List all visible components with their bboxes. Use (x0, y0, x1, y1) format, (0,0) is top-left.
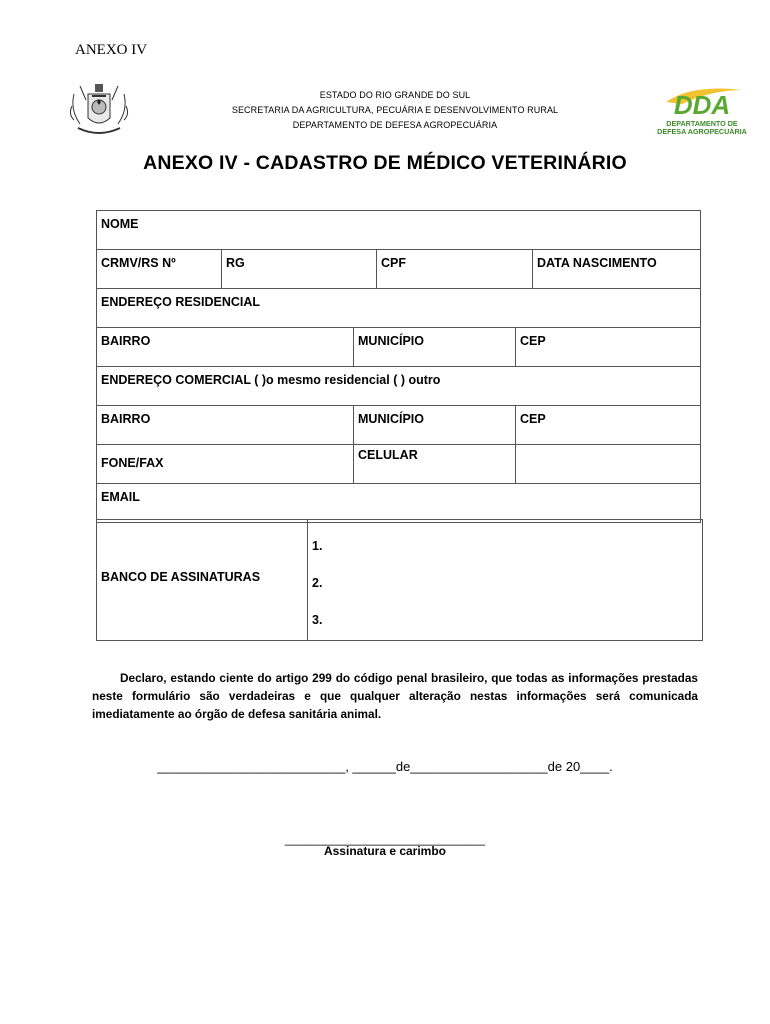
signature-slot-2[interactable]: 2. (312, 576, 323, 590)
rg-field[interactable] (221, 250, 377, 288)
dda-logo (652, 84, 752, 138)
nome-row[interactable] (96, 210, 701, 249)
endereco-residencial-row[interactable] (96, 288, 701, 327)
bairro-residencial-field[interactable] (97, 328, 353, 366)
endereco-comercial-row[interactable] (96, 366, 701, 405)
bairro-label: BAIRRO (101, 334, 151, 348)
municipio-label: MUNICÍPIO (358, 412, 424, 426)
state-coat-of-arms-icon (66, 80, 132, 140)
banco-assinaturas-block (96, 519, 703, 641)
annex-tag: ANEXO IV (75, 42, 148, 58)
crmv-field[interactable] (97, 250, 221, 288)
bairro-comercial-field[interactable] (97, 406, 353, 444)
cep-residencial-field[interactable] (515, 328, 700, 366)
assinaturas-area[interactable] (307, 520, 702, 640)
banco-assinaturas-label: BANCO DE ASSINATURAS (101, 570, 261, 584)
signature-slot-3[interactable]: 3. (312, 613, 323, 627)
signature-slot-1[interactable]: 1. (312, 539, 323, 553)
endereco-comercial-label: ENDEREÇO COMERCIAL ( )o mesmo residencial ( ) outro (101, 373, 441, 387)
dda-logo-subtitle-1: DEPARTAMENTO DE (666, 119, 738, 128)
dda-logo-subtitle-2: DEFESA AGROPECUÁRIA (657, 127, 747, 136)
cep-label: CEP (520, 334, 546, 348)
cep-comercial-field[interactable] (515, 406, 700, 444)
contato-extra-field[interactable] (515, 445, 700, 483)
ids-row (96, 249, 701, 288)
municipio-comercial-field[interactable] (353, 406, 516, 444)
signature-line[interactable]: ______________________________ (284, 832, 486, 846)
cpf-label: CPF (381, 256, 406, 270)
declaration-text: Declaro, estando ciente do artigo 299 do código penal brasileiro, que todas as informações prestadas neste formulário são verdadeiras e que qualquer alteração nestas informações será comunicada imediatamente ao órgão de defesa sanitária animal. (92, 671, 698, 721)
header-departamento: DEPARTAMENTO DE DEFESA AGROPECUÁRIA (292, 120, 498, 130)
header-state: ESTADO DO RIO GRANDE DO SUL (319, 90, 471, 100)
fone-fax-label: FONE/FAX (101, 456, 164, 470)
municipio-label: MUNICÍPIO (358, 334, 424, 348)
page-title: ANEXO IV - CADASTRO DE MÉDICO VETERINÁRIO (143, 152, 627, 174)
celular-field[interactable] (353, 445, 516, 483)
data-nascimento-label: DATA NASCIMENTO (537, 256, 657, 270)
registration-form (96, 210, 701, 523)
email-row[interactable] (96, 483, 701, 523)
endereco-residencial-label: ENDEREÇO RESIDENCIAL (101, 295, 261, 309)
comercial-bairro-row (96, 405, 701, 444)
email-label: EMAIL (101, 490, 140, 504)
crmv-label: CRMV/RS Nº (101, 256, 176, 270)
date-line[interactable]: __________________________, ______de___________________de 20____. (157, 759, 613, 774)
nome-label: NOME (101, 217, 139, 231)
contato-row (96, 444, 701, 483)
header (160, 88, 630, 133)
cep-label: CEP (520, 412, 546, 426)
header-secretaria: SECRETARIA DA AGRICULTURA, PECUÁRIA E DESENVOLVIMENTO RURAL (231, 105, 559, 115)
data-nascimento-field[interactable] (532, 250, 700, 288)
cpf-field[interactable] (376, 250, 533, 288)
signature-label: Assinatura e carimbo (323, 844, 447, 858)
municipio-residencial-field[interactable] (353, 328, 516, 366)
rg-label: RG (226, 256, 245, 270)
bairro-label: BAIRRO (101, 412, 151, 426)
celular-label: CELULAR (358, 448, 418, 462)
residencial-bairro-row (96, 327, 701, 366)
dda-logo-text: DDA (673, 90, 731, 120)
fone-fax-field[interactable] (97, 445, 353, 483)
